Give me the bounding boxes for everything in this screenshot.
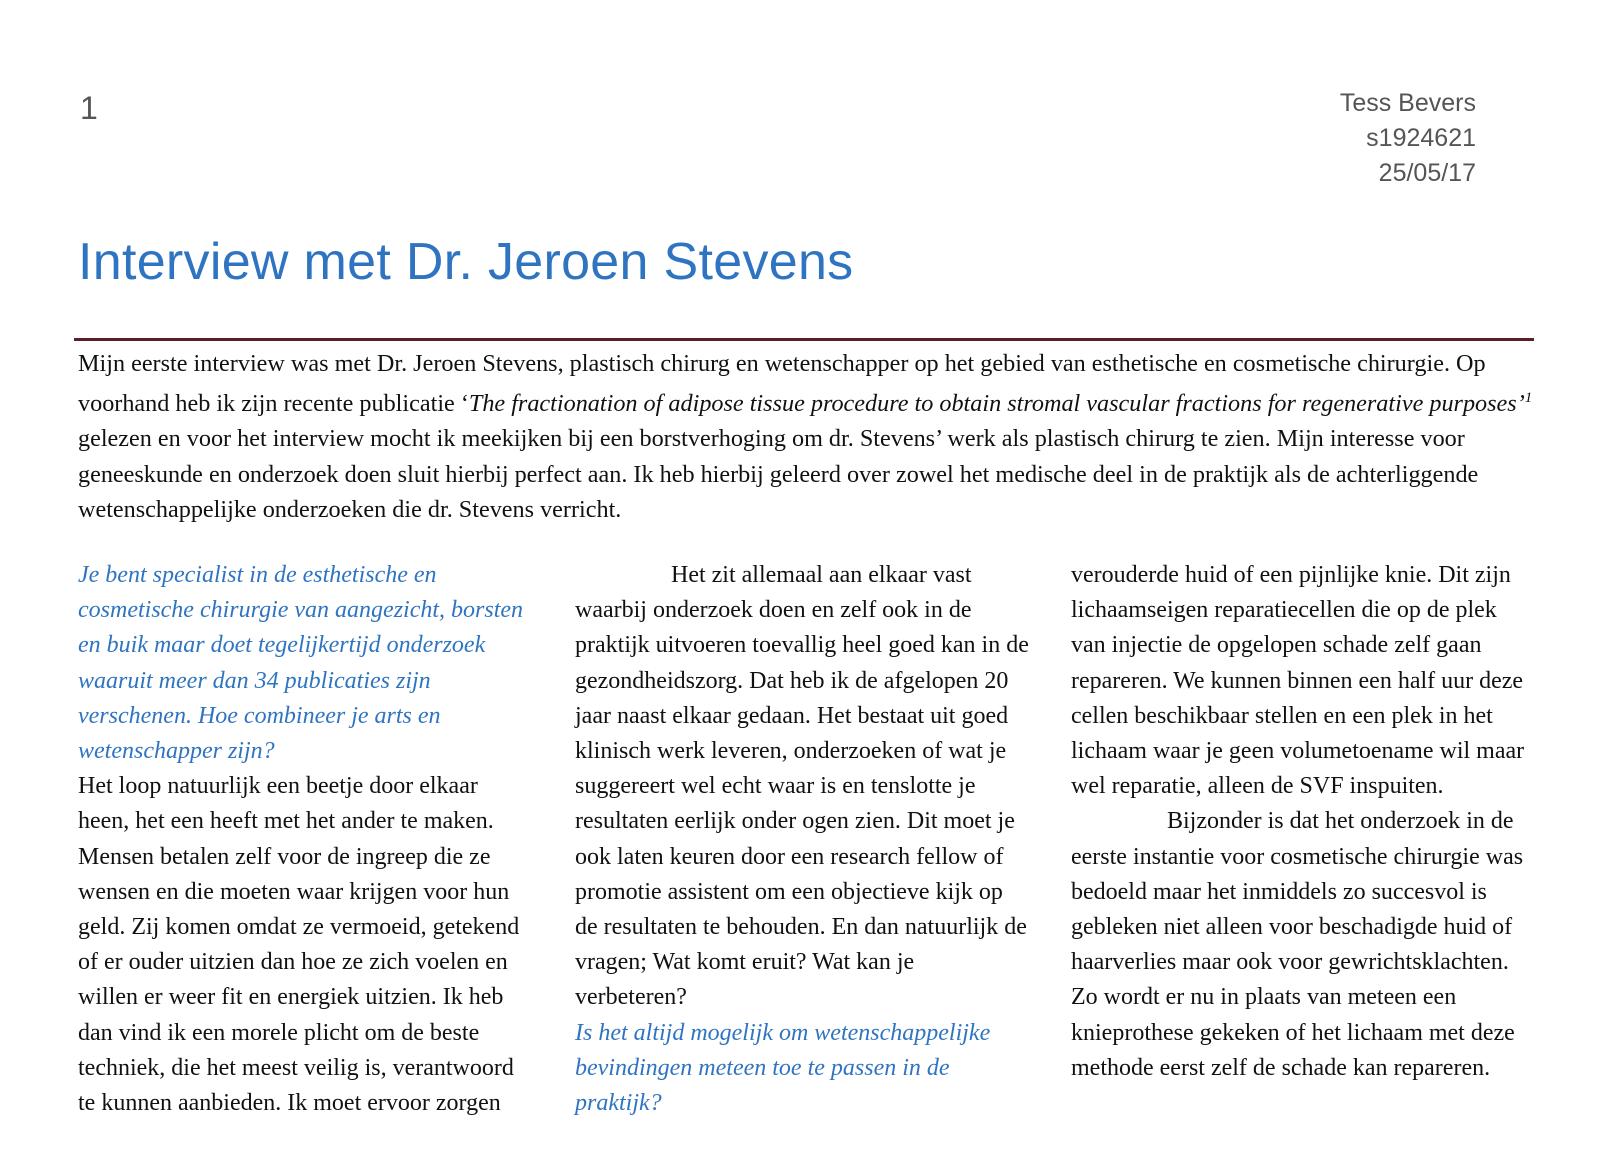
interview-answer: Het loop natuurlijk een beetje door elkaar heen, het een heeft met het ander te maken. Mensen betalen zelf voor de ingreep die ze wensen en die moeten waar krijgen voor hun geld. Zij komen omdat ze vermoeid, getekend of er ouder uitzien dan hoe ze zich voelen en willen er weer fit en energiek uitzien. Ik heb dan vind ik een morele plicht om de beste techniek, die het meest veilig is, verantwoord te kunnen aanbieden. Ik moet ervoor zorgen xyxy=(78,773,520,1117)
interview-answer: Het zit allemaal aan elkaar vast waarbij onderzoek doen en zelf ook in de praktijk uitvoeren toevallig heel goed kan in de gezondheidszorg. Dat heb ik de afgelopen 20 jaar naast elkaar gedaan. Het bestaat uit goed klinisch werk leveren, onderzoeken of wat je suggereert wel echt waar is en tenslotte je resultaten eerlijk onder ogen zien. Dit moet je ook laten keuren door een research fellow of promotie assistent om een objectieve kijk op de resultaten te behouden. En dan natuurlijk de vragen; Wat komt eruit? Wat kan je verbeteren? xyxy=(575,562,1029,1011)
interview-question: Is het altijd mogelijk om wetenschappelijke bevindingen meteen toe te passen in de praktijk? xyxy=(575,1019,991,1117)
intro-text-end: gelezen en voor het interview mocht ik meekijken bij een borstverhoging om dr. Stevens’ werk als plastisch chirurg te zien. Mijn interesse voor geneeskunde en onderzoek doen sluit hierbij perfect aan. Ik heb hierbij geleerd over zowel het medische deel in de praktijk als de achterliggende wetenschappelijke onderzoeken die dr. Stevens verricht. xyxy=(78,425,1479,523)
interview-answer: Bijzonder is dat het onderzoek in de eerste instantie voor cosmetische chirurgie was bedoeld maar het inmiddels zo succesvol is gebleken niet alleen voor beschadigde huid of haarverlies maar ook voor gewrichtsklachten. Zo wordt er nu in plaats van meteen een knieprothese gekeken of het lichaam met deze methode eerst zelf de schade kan repareren. xyxy=(1071,808,1524,1081)
column-1 xyxy=(78,558,534,1121)
page-title: Interview met Dr. Jeroen Stevens xyxy=(78,233,854,291)
column-3 xyxy=(1071,558,1527,1086)
interview-answer: verouderde huid of een pijnlijke knie. Dit zijn lichaamseigen reparatiecellen die op de plek van injectie de opgelopen schade zelf gaan repareren. We kunnen binnen een half uur deze cellen beschikbaar stellen en een plek in het lichaam waar je geen volumetoename wil maar wel reparatie, alleen de SVF inspuiten. xyxy=(1071,562,1525,800)
interview-question: Je bent specialist in de esthetische en cosmetische chirurgie van aangezicht, borsten en buik maar doet tegelijkertijd onderzoek waaruit meer dan 34 publicaties zijn verschenen. Hoe combineer je arts en wetenschapper zijn? xyxy=(78,562,524,765)
column-2 xyxy=(575,558,1031,1121)
publication-title: The fractionation of adipose tissue procedure to obtain stromal vascular fractions for regenerative purposes’ xyxy=(468,390,1525,418)
document-header xyxy=(1340,86,1476,191)
author-name: Tess Bevers xyxy=(1339,89,1476,117)
intro-paragraph xyxy=(78,346,1548,527)
document-date: 25/05/17 xyxy=(1378,159,1476,187)
footnote-ref: 1 xyxy=(1524,390,1533,407)
student-id: s1924621 xyxy=(1366,124,1476,152)
title-divider xyxy=(74,338,1534,341)
page-number: 1 xyxy=(80,90,98,126)
intro-text-start: Mijn eerste interview was met Dr. Jeroen Stevens, plastisch chirurg en wetenschapper op het gebied van esthetische en cosmetische chirurgie. Op voorhand heb ik zijn recente publicatie ‘ xyxy=(78,350,1486,418)
